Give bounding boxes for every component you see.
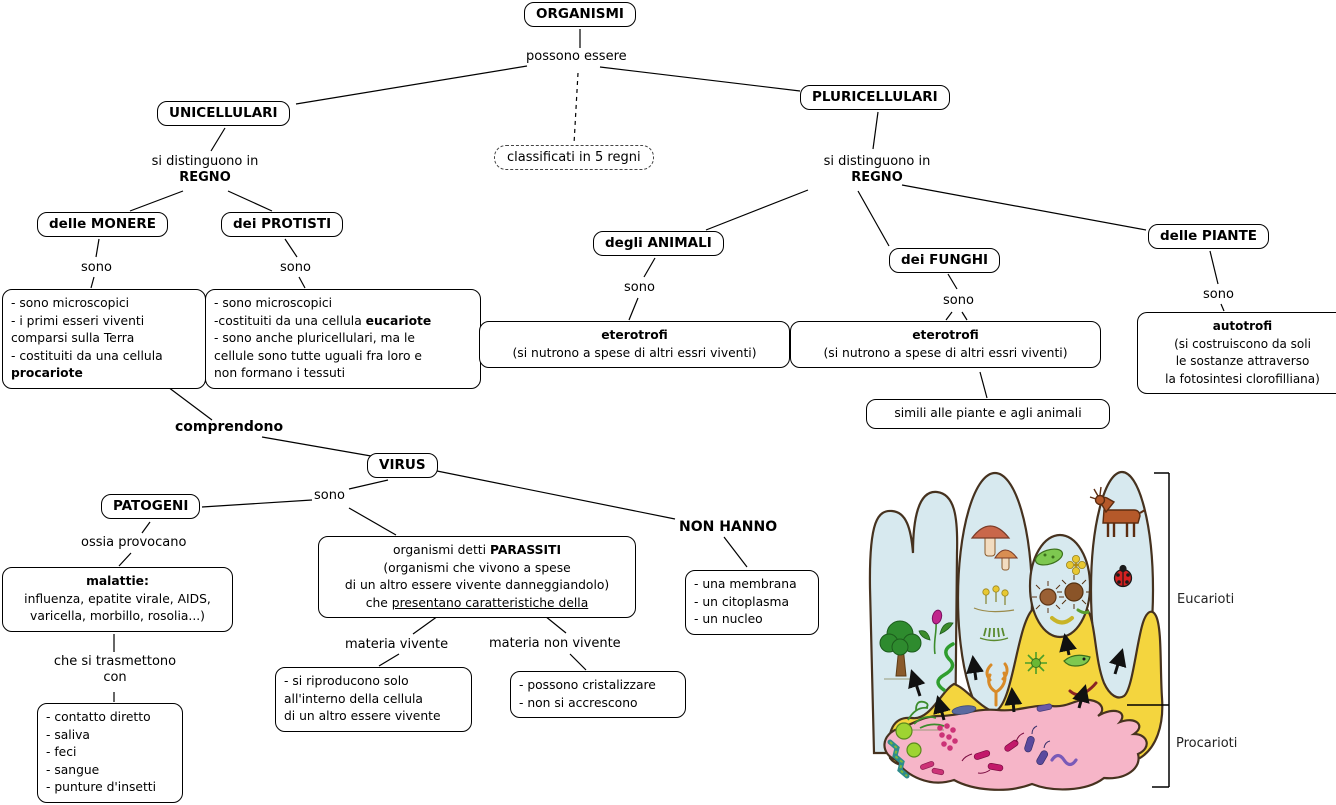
text-line: autotrofi: [1212, 319, 1273, 333]
text-line: influenza, epatite virale, AIDS,: [24, 591, 211, 606]
text-line: - contatto diretto: [46, 710, 151, 724]
text-line: di un altro essere vivente: [284, 709, 441, 724]
node-monere[interactable]: delle MONERE: [37, 212, 168, 237]
text-line: - i primi esseri viventi: [11, 313, 145, 328]
text-line: eterotrofi: [912, 328, 979, 342]
label-ossia-provocano: ossia provocano: [81, 535, 187, 550]
label-sono-piante: sono: [1203, 287, 1234, 302]
label-sono-animali: sono: [624, 280, 655, 295]
cristalizzare-box[interactable]: [510, 671, 686, 718]
monere-description-box[interactable]: [2, 289, 206, 389]
text-line: (si nutrono a spese di altri essri viventi): [823, 345, 1068, 360]
label-sono-virus: sono: [314, 488, 345, 503]
text-line: - un nucleo: [694, 612, 763, 627]
text-line: - saliva: [46, 727, 90, 742]
node-virus[interactable]: VIRUS: [367, 453, 438, 478]
text-line: non formano i tessuti: [214, 366, 346, 381]
text-line: all'interno della cellula: [284, 691, 423, 706]
text-line: - costituiti da una cellula: [11, 348, 163, 363]
text-line: procariote: [11, 366, 83, 381]
text-line: che presentano caratteristiche della: [365, 595, 589, 610]
text-line: si distinguono in: [823, 154, 931, 169]
text-line: - sono anche pluricellulari, ma le: [214, 331, 415, 346]
label-eucarioti: Eucarioti: [1177, 592, 1235, 607]
text-line: - non si accrescono: [519, 695, 638, 710]
text-line: REGNO: [851, 170, 903, 185]
label-possono-essere: possono essere: [526, 49, 627, 64]
text-line: - possono cristalizzare: [519, 678, 656, 692]
text-line: eterotrofi: [601, 328, 668, 342]
text-line: di un altro essere vivente danneggiandolo): [344, 578, 610, 593]
animali-eterotrofi-box[interactable]: [479, 321, 790, 368]
label-materia-vivente: materia vivente: [345, 637, 449, 652]
text-line: - sono microscopici: [214, 296, 333, 310]
label-non-hanno: NON HANNO: [679, 519, 778, 535]
node-funghi[interactable]: dei FUNGHI: [889, 248, 1000, 273]
text-line: comparsi sulla Terra: [11, 331, 135, 346]
text-line: la fotosintesi clorofilliana): [1165, 371, 1320, 386]
text-line: simili alle piante e agli animali: [894, 406, 1082, 420]
node-piante[interactable]: delle PIANTE: [1148, 224, 1269, 249]
text-line: - un citoplasma: [694, 594, 790, 609]
label-sono-monere: sono: [81, 260, 112, 275]
label-procarioti: Procarioti: [1176, 736, 1238, 751]
node-organismi[interactable]: ORGANISMI: [524, 2, 636, 27]
node-protisti[interactable]: dei PROTISTI: [221, 212, 343, 237]
node-classificati[interactable]: classificati in 5 regni: [494, 145, 654, 170]
label-sono-funghi: sono: [943, 293, 974, 308]
text-line: le sostanze attraverso: [1175, 354, 1310, 369]
membrana-box[interactable]: [685, 570, 819, 635]
funghi-eterotrofi-box[interactable]: [790, 321, 1101, 368]
text-line: - sangue: [46, 762, 100, 777]
text-line: REGNO: [179, 170, 231, 185]
text-line: (organismi che vivono a spese: [383, 560, 571, 575]
text-line: - si riproducono solo: [284, 674, 409, 688]
label-distinguono-pluricellulari: [812, 154, 942, 186]
label-trasmissione: [35, 654, 195, 686]
text-line: - punture d'insetti: [46, 780, 157, 795]
text-line: (si nutrono a spese di altri essri viventi): [512, 345, 757, 360]
text-line: - feci: [46, 745, 77, 760]
text-line: che si trasmettono: [53, 654, 177, 669]
text-line: malattie:: [86, 574, 149, 588]
text-line: si distinguono in: [151, 154, 259, 169]
node-animali[interactable]: degli ANIMALI: [593, 231, 724, 256]
label-sono-protisti: sono: [280, 260, 311, 275]
text-line: (si costruiscono da soli: [1174, 336, 1311, 351]
protisti-description-box[interactable]: [205, 289, 481, 389]
label-materia-non-vivente: materia non vivente: [489, 636, 621, 651]
label-comprendono: comprendono: [175, 419, 284, 435]
node-patogeni[interactable]: PATOGENI: [101, 494, 200, 519]
text-line: - una membrana: [694, 577, 797, 591]
text-line: con: [103, 670, 127, 685]
malattie-box[interactable]: [2, 567, 233, 632]
node-unicellulari[interactable]: UNICELLULARI: [157, 101, 290, 126]
text-line: varicella, morbillo, rosolia...): [30, 609, 205, 624]
riproducono-box[interactable]: [275, 667, 472, 732]
text-line: cellule sono tutte uguali fra loro e: [214, 348, 422, 363]
parassiti-box[interactable]: [318, 536, 636, 618]
text-line: - sono microscopici: [11, 296, 130, 310]
text-line: -costituiti da una cellula eucariote: [214, 313, 432, 328]
funghi-simili-box[interactable]: [866, 399, 1110, 429]
trasmissione-box[interactable]: [37, 703, 183, 803]
hand-illustration: [856, 458, 1336, 805]
piante-autotrofi-box[interactable]: [1137, 312, 1336, 394]
text-line: organismi detti PARASSITI: [392, 543, 562, 557]
node-pluricellulari[interactable]: PLURICELLULARI: [800, 85, 950, 110]
label-distinguono-unicellulari: [140, 154, 270, 186]
